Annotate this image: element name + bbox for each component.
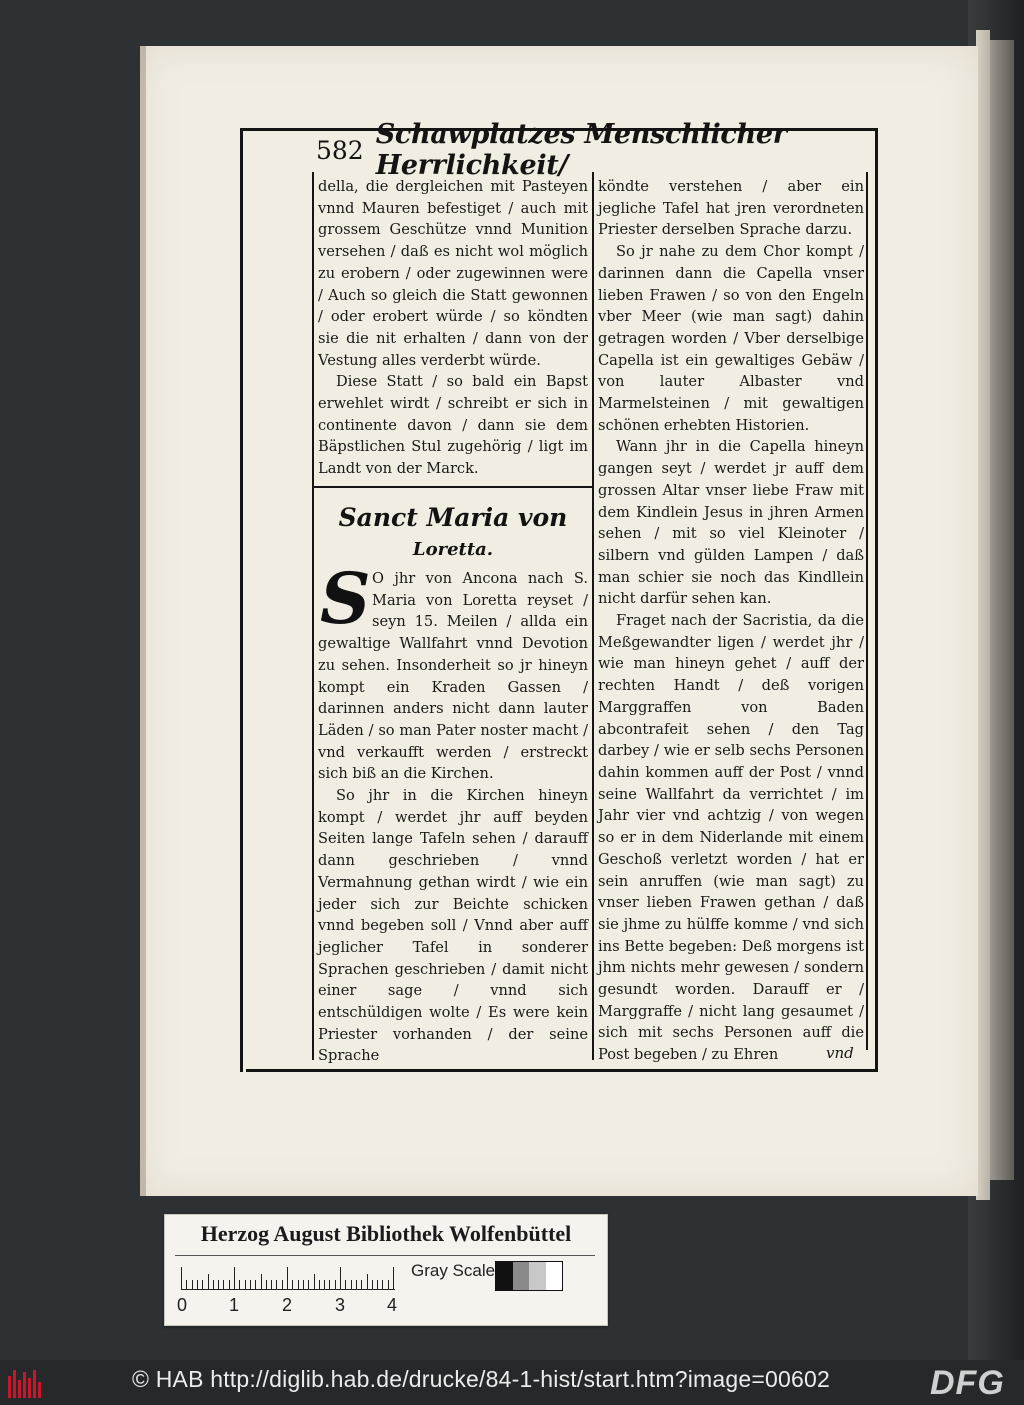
ruler-tick xyxy=(356,1280,357,1289)
ruler-tick xyxy=(229,1280,230,1289)
catchword: vnd xyxy=(826,1044,854,1062)
ruler-tick xyxy=(276,1280,277,1289)
gray-swatch xyxy=(513,1262,530,1290)
ruler-tick xyxy=(324,1280,325,1289)
section-heading xyxy=(318,500,588,564)
gray-scale-swatches xyxy=(495,1261,563,1291)
ruler-tick xyxy=(345,1280,346,1289)
left-column-top xyxy=(318,176,588,480)
hab-logo-icon xyxy=(8,1368,42,1398)
running-title: Schawplatzes Menschlicher Herrlichkeit/ xyxy=(375,119,787,181)
paragraph: Diese Statt / so bald ein Bapst erwehlet wirdt / schreibt er sich in continente davon / dann sie dem Bäpstlichen Stul zugehörig / ligt im Landt von der Marck. xyxy=(318,373,588,478)
paragraph: della, die dergleichen mit Pasteyen vnnd Mauren befestiget / auch mit grossem Geschütze vnnd Munition versehen / daß es nicht wol möglich zu erobern / oder zugewinnen were / Auch so gleich die Statt gewonnen / oder erobert würde / so köndten sie die nit erhalten / dann von der Vestung alles verderbt würde. xyxy=(318,178,588,369)
ruler-tick xyxy=(192,1280,193,1289)
library-label xyxy=(164,1214,608,1326)
ruler-tick xyxy=(382,1280,383,1289)
ruler-tick xyxy=(234,1267,235,1289)
frame-rule-bottom xyxy=(246,1069,878,1072)
paragraph: Wann jhr in die Capella hineyn gangen seyt / werdet jr auff dem grossen Altar vnser liebe Fraw mit dem Kindlein Jesus in jhren Armen sehen / mit so viel Kleinoter / silbern vnd gülden Lampen / daß man schier sie noch das Kindllein nicht darfür sehen kan. xyxy=(598,438,864,608)
right-column xyxy=(598,176,864,1066)
ruler-tick xyxy=(303,1280,304,1289)
page-edge xyxy=(976,30,990,1200)
library-name: Herzog August Bibliothek Wolfenbüttel xyxy=(200,1221,572,1246)
ruler-scale xyxy=(181,1263,395,1289)
ruler-tick xyxy=(388,1280,389,1289)
ruler-tick xyxy=(319,1280,320,1289)
page-number: 582 xyxy=(316,135,364,165)
drop-cap-space xyxy=(318,557,372,640)
ruler-tick xyxy=(261,1274,262,1289)
running-head xyxy=(316,119,872,181)
scale-number: 1 xyxy=(229,1295,240,1315)
ruler-tick xyxy=(181,1267,182,1289)
ruler-tick xyxy=(208,1274,209,1289)
ruler-tick xyxy=(239,1280,240,1289)
left-column-bottom xyxy=(318,557,588,1067)
ruler-tick xyxy=(287,1267,288,1289)
column-rule-middle xyxy=(592,172,594,1060)
ruler-tick xyxy=(202,1280,203,1289)
ruler-tick xyxy=(340,1267,341,1289)
ruler-tick xyxy=(367,1274,368,1289)
ruler-tick xyxy=(250,1280,251,1289)
ruler-tick xyxy=(255,1280,256,1289)
ruler-tick xyxy=(361,1280,362,1289)
ruler-tick xyxy=(213,1280,214,1289)
gray-swatch xyxy=(529,1262,546,1290)
ruler-tick xyxy=(314,1274,315,1289)
paragraph: So jhr in die Kirchen hineyn kompt / werdet jhr auff beyden Seiten lange Tafeln sehen / darauff dann geschrieben / vnnd Vermahnung gethan wirdt / wie ein jeder sich zur Beichte schicken vnnd begeben soll / Vnnd aber auff jeglicher Tafel in sonderer Sprachen geschrieben / damit nicht einer sage / vnnd sich entschüldigen wolte / Es were kein Priester vorhanden / der seine Sprache xyxy=(318,787,588,1065)
dfg-logo: DFG xyxy=(930,1364,1005,1402)
ruler-tick xyxy=(393,1267,394,1289)
paragraph: So jr nahe zu dem Chor kompt / darinnen dann die Capella vnser lieben Frawen / so von den Engeln vber Meer (wie man sagt) dahin getragen worden / Vber derselbige Capella ist ein gewaltiges Gebäw / von lauter Albaster vnd Marmelsteinen / mit gewaltigen schönen erhebten Historien. xyxy=(598,243,864,434)
ruler-tick xyxy=(335,1280,336,1289)
scale-number: 0 xyxy=(177,1295,188,1315)
paragraph: köndte verstehen / aber ein jegliche Tafel hat jren verordneten Priester derselben Sprache darzu. xyxy=(598,178,864,239)
ruler-tick xyxy=(186,1280,187,1289)
gray-scale-label: Gray Scale xyxy=(411,1261,496,1280)
paragraph: O jhr von Ancona nach S. Maria von Loretta reyset / seyn 15. Meilen / allda ein gewaltige Wallfahrt vnnd Devotion zu sehen. Insonderheit so jr hineyn kompt ein Kraden Gassen / darinnen anders nicht dann lauter Läden / so man Pater noster macht / vnd verkaufft werden / erstreckt sich biß an die Kirchen. xyxy=(318,570,588,783)
section-title: Sanct Maria von xyxy=(338,503,568,532)
page-fold xyxy=(990,40,1014,1180)
ruler-tick xyxy=(329,1280,330,1289)
ruler-tick xyxy=(298,1280,299,1289)
ruler-tick xyxy=(308,1280,309,1289)
footer-credit: © HAB http://diglib.hab.de/drucke/84-1-hist/start.htm?image=00602 xyxy=(132,1366,830,1392)
frame-rule-right xyxy=(875,128,878,1072)
ruler-tick xyxy=(292,1280,293,1289)
scale-number: 4 xyxy=(387,1295,398,1315)
section-subtitle: Loretta. xyxy=(412,539,494,560)
ruler-tick xyxy=(266,1280,267,1289)
gray-swatch xyxy=(546,1262,563,1290)
paragraph: Fraget nach der Sacristia, da die Meßgewandter ligen / werdet jhr / wie man hineyn gehet / auff der rechten Handt / deß vorigen Marggraffen von Baden abcontrafeit sehen / den Tag darbey / wie er selb sechs Personen dahin kommen auff der Post / vnnd seine Wallfahrt da verrichtet / im Jahr vier vnd achtzig / von wegen so er in dem Niderlande mit einem Geschoß verletzt worden / hat er sein anruffen (wie man sagt) zu vnser lieben Frawen gethan / daß sie jhme zu hülffe komme / vnd sich ins Bette begeben: Deß morgens ist jhm nichts mehr gewesen / sondern gesundt worden. Darauff er / Marggraffe / nicht lang gesaumet / sich mit sechs Personen auff die Post begeben / zu Ehren xyxy=(598,612,864,1064)
ruler-tick xyxy=(377,1280,378,1289)
gray-swatch xyxy=(496,1262,513,1290)
frame-rule-left xyxy=(240,128,243,1072)
ruler-tick xyxy=(223,1280,224,1289)
ruler-baseline xyxy=(181,1289,395,1290)
section-separator xyxy=(314,486,592,488)
ruler-tick xyxy=(218,1280,219,1289)
scale-number: 3 xyxy=(335,1295,346,1315)
column-rule-right xyxy=(866,172,868,1050)
column-rule-left xyxy=(312,172,314,1060)
scale-number: 2 xyxy=(282,1295,293,1315)
ruler-tick xyxy=(271,1280,272,1289)
ruler-tick xyxy=(245,1280,246,1289)
paper-shadow xyxy=(140,46,146,1196)
ruler-tick xyxy=(197,1280,198,1289)
ruler-tick xyxy=(372,1280,373,1289)
ruler-tick xyxy=(282,1280,283,1289)
label-divider xyxy=(175,1255,595,1256)
drop-cap: S xyxy=(320,557,371,640)
ruler-tick xyxy=(351,1280,352,1289)
